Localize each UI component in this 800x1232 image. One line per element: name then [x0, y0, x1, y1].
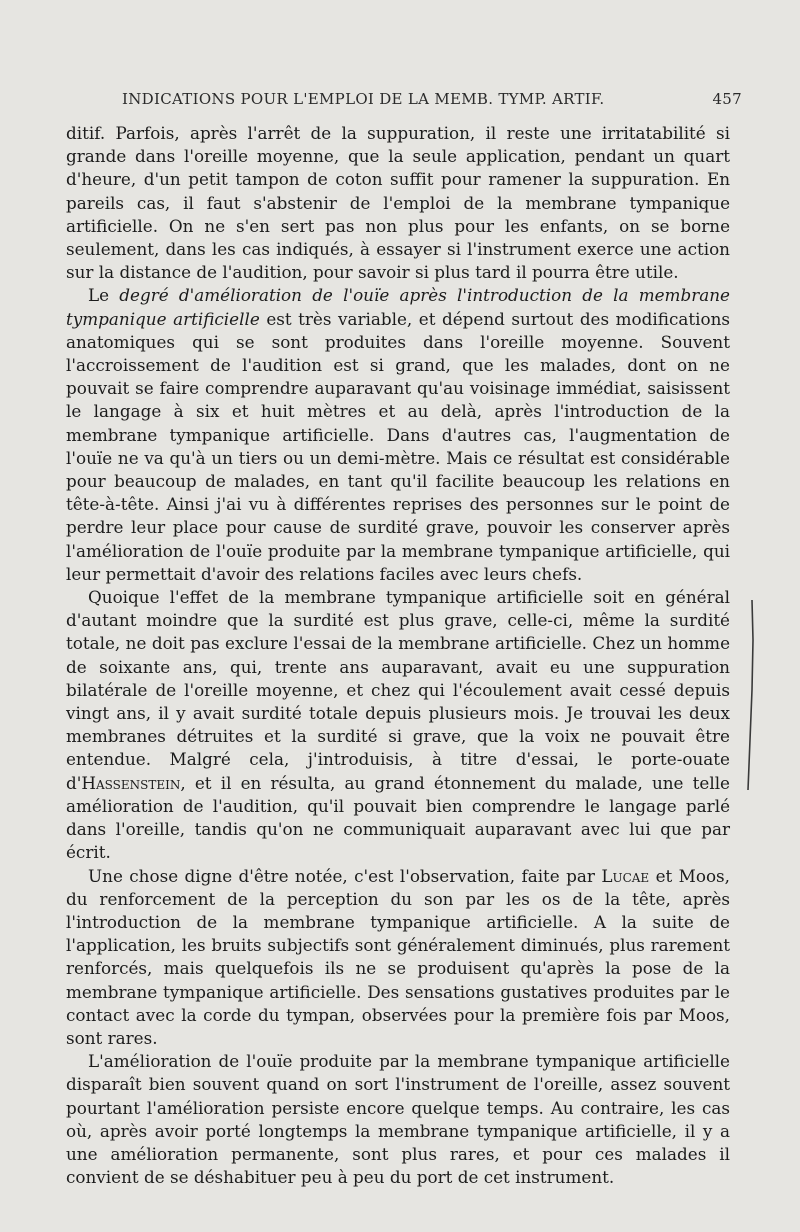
running-title: INDICATIONS POUR L'EMPLOI DE LA MEMB. TYMP. ARTIF. — [122, 90, 605, 108]
paragraph-text: Une chose digne d'être notée, c'est l'observation, faite par — [88, 865, 602, 886]
italic-lead-phrase: degré d'amélioration de l'ouïe après l'introduction de la membrane tympanique artificielle — [66, 285, 730, 329]
paragraph-continuation — [66, 122, 730, 284]
paragraph-text: Quoique l'effet de la membrane tympanique artificielle soit en général d'autant moindre que la surdité est plus grave, celle-ci, même la surdité totale, ne doit pas exclure l'essai de la membrane artificielle. Chez un homme de soixante ans, qui, trente ans auparavant, avait eu une suppuration bilatérale de l'oreille moyenne, et chez qui l'écoulement avait cessé depuis vingt ans, il y avait surdité totale depuis plusieurs mois. Je trouvai les deux membranes détruites et la surdité si grave, que la voix ne pouvait être entendue. Malgré cela, j'introduisis, à titre d'essai, le porte-ouate d' — [66, 587, 730, 793]
paragraph-prefix: Le — [88, 285, 120, 306]
paragraph-text: , et il en résulta, au grand étonnement du malade, une telle amélioration de l'audition, qu'il pouvait bien comprendre le langage parlé dans l'oreille, tandis qu'on ne communiquait auparavant avec lui que par écrit. — [66, 772, 730, 863]
paragraph-observation-lucae — [66, 865, 730, 1051]
running-header — [122, 90, 742, 112]
paragraph-surdite-totale — [66, 586, 730, 864]
author-name-hassenstein: Hassenstein — [81, 772, 181, 793]
author-name-lucae: Lucae — [601, 865, 650, 886]
paragraph-text: ditif. Parfois, après l'arrêt de la suppuration, il reste une irritatabilité si grande dans l'oreille moyenne, que la seule application, pendant un quart d'heure, d'un petit tampon de coton suffit pour ramener la suppuration. En pareils cas, il faut s'abstenir de l'emploi de la membrane tympanique artificielle. On ne s'en sert pas non plus pour les enfants, on se borne seulement, dans les cas indiqués, à essayer si l'instrument exerce une action sur la distance de l'audition, pour savoir si plus tard il pourra être utile. — [66, 123, 730, 283]
paragraph-degree-amelioration — [66, 284, 730, 586]
paragraph-text: et Moos, du renforcement de la perception du son par les os de la tête, après l'introduction de la membrane tympanique artificielle. A la suite de l'application, les bruits subjectifs sont généralement diminués, plus rarement renforcés, mais quelquefois ils ne se produisent qu'après la pose de la membrane tympanique artificielle. Des sensations gustatives produites par le contact avec la corde du tympan, observées pour la première fois par Moos, sont rares. — [66, 865, 730, 1048]
margin-pencil-line-icon — [744, 600, 758, 790]
page-number: 457 — [712, 90, 742, 108]
paragraph-text: L'amélioration de l'ouïe produite par la membrane tympanique artificielle disparaît bien souvent quand on sort l'instrument de l'oreille, assez souvent pourtant l'amélioration persiste encore quelque temps. Au contraire, les cas où, après avoir porté longtemps la membrane tympanique artificielle, il y a une amélioration permanente, sont plus rares, et pour ces malades il convient de se déshabituer peu à peu du port de cet instrument. — [66, 1051, 730, 1188]
paragraph-amelioration-disparait — [66, 1050, 730, 1189]
paragraph-text: est très variable, et dépend surtout des modifications anatomiques qui se sont produites dans l'oreille moyenne. Souvent l'accroissement de l'audition est si grand, que les malades, dont on ne pouvait se faire comprendre auparavant qu'au voisinage immédiat, saisissent le langage à six et huit mètres et au delà, après l'introduction de la membrane tympanique artificielle. Dans d'autres cas, l'augmentation de l'ouïe ne va qu'à un tiers ou un demi-mètre. Mais ce résultat est considérable pour beaucoup de malades, en tant qu'il facilite beaucoup les relations en tête-à-tête. Ainsi j'ai vu à différentes reprises des personnes sur le point de perdre leur place pour cause de surdité grave, pouvoir les conserver après l'amélioration de l'ouïe produite par la membrane tympanique artificielle, qui leur permettait d'avoir des relations faciles avec leurs chefs. — [66, 308, 730, 584]
body-text — [66, 122, 730, 1189]
